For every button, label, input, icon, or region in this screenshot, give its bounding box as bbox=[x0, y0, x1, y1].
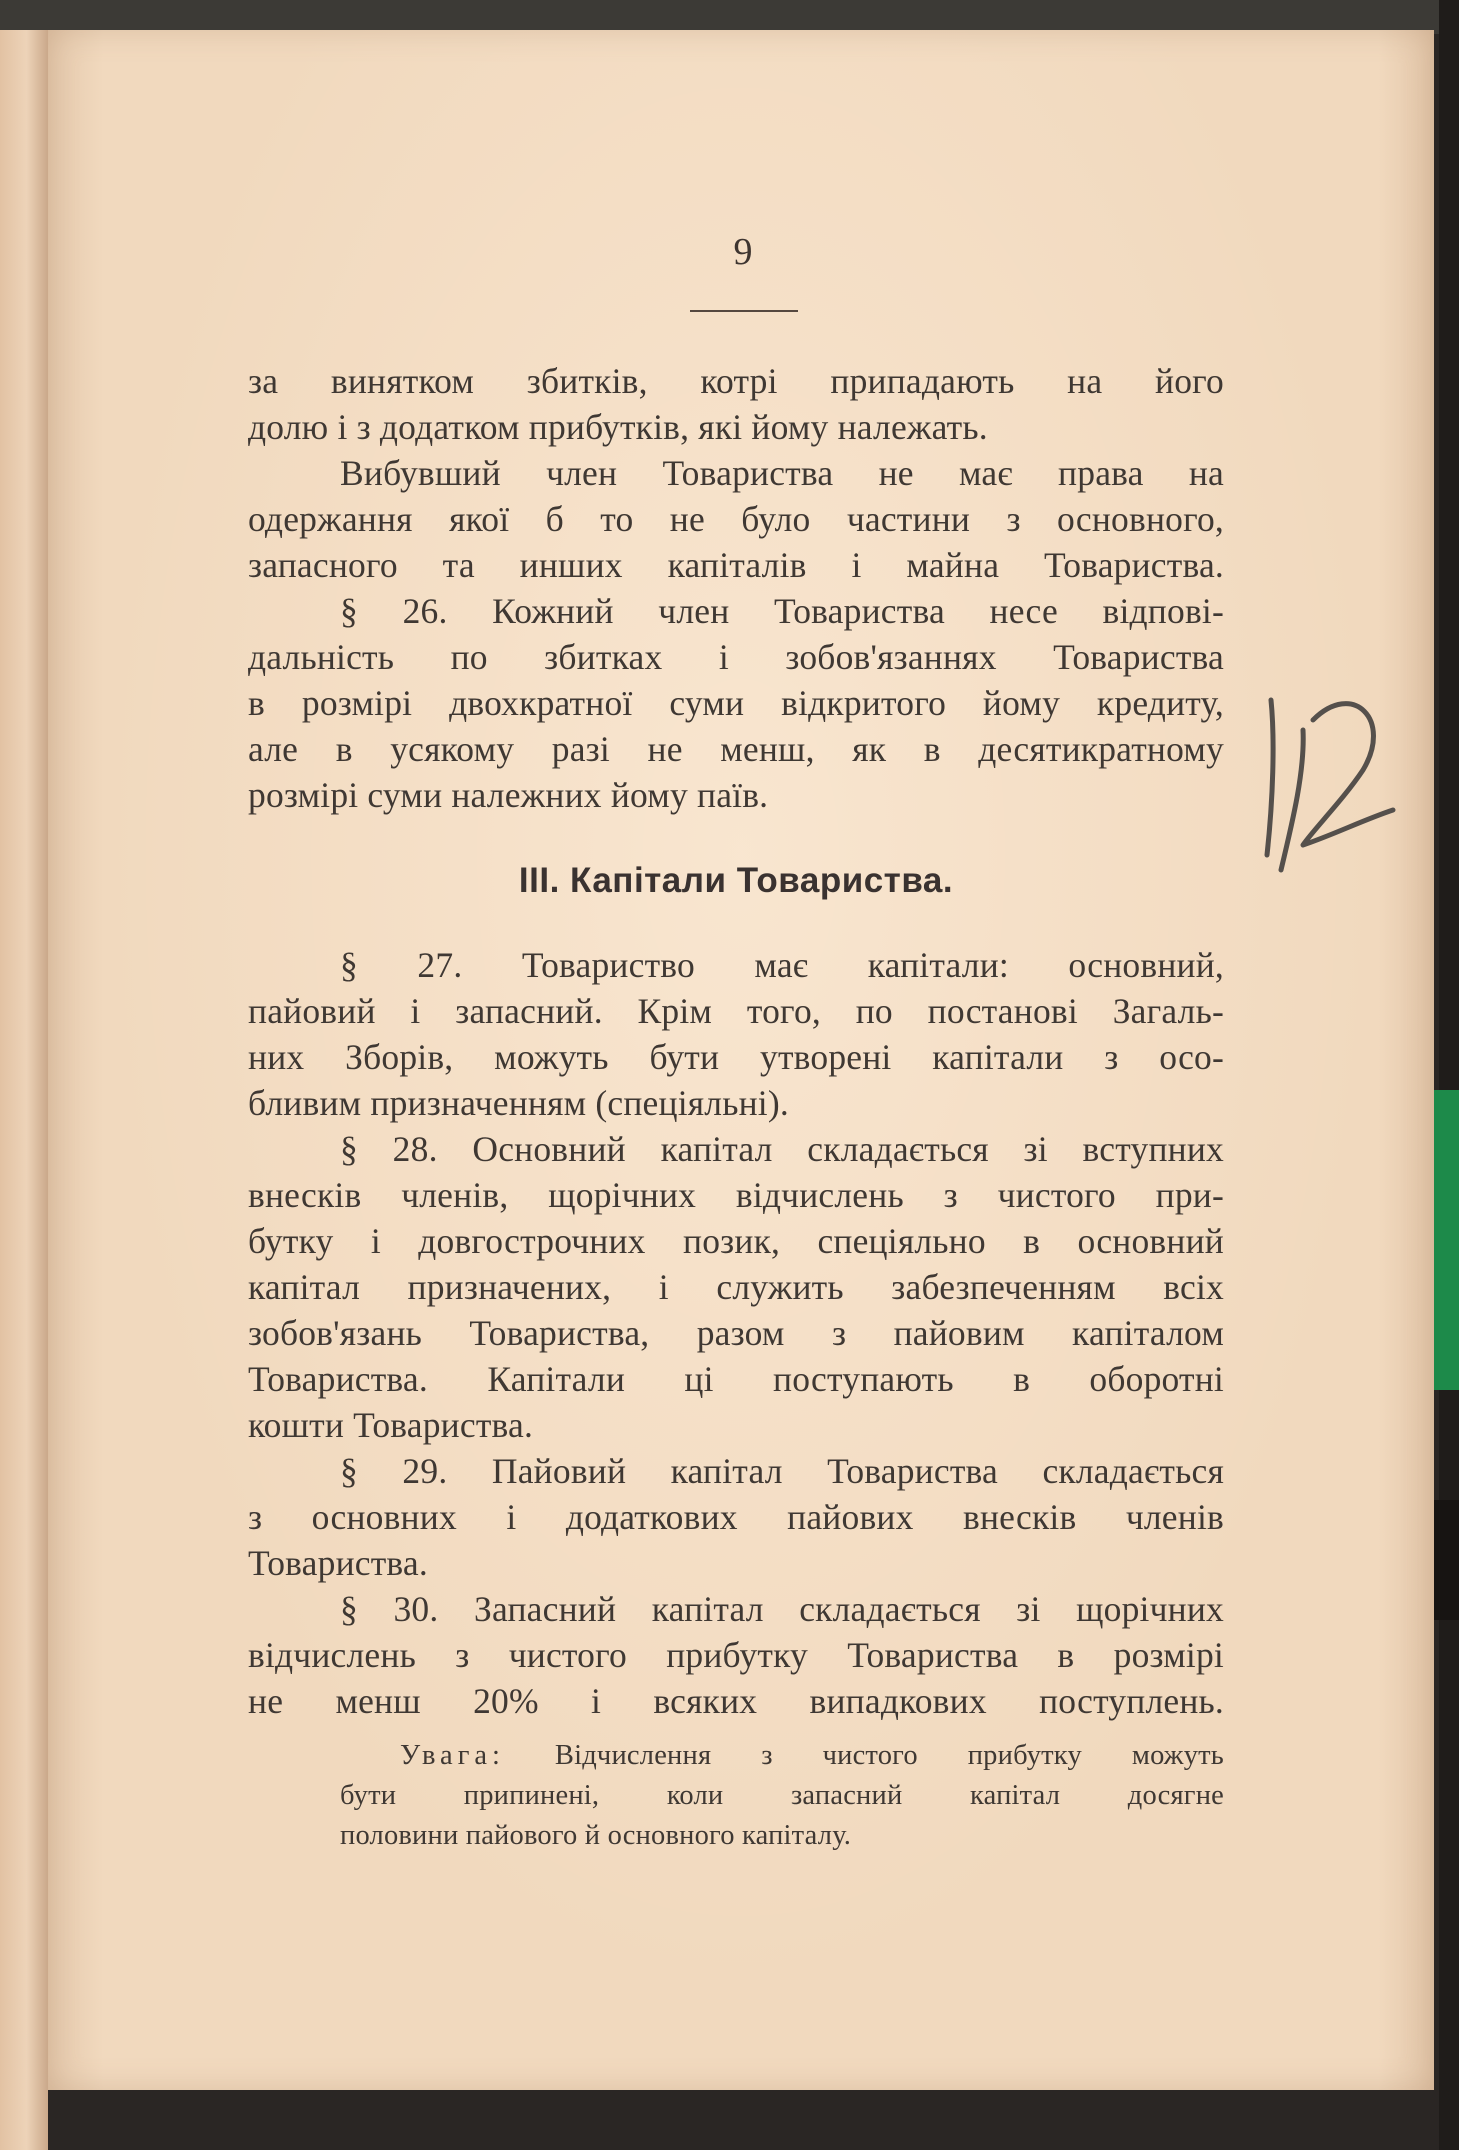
paragraph-section-26 bbox=[248, 588, 1224, 818]
text-line: § 29. Пайовий капітал Товариства складається bbox=[340, 1451, 1224, 1491]
document-page bbox=[48, 30, 1434, 2090]
page-number: 9 bbox=[733, 231, 753, 273]
note-line: половини пайового й основного капіталу. bbox=[340, 1820, 852, 1851]
text-line: зобов'язань Товариства, разом з пайовим капіталом bbox=[248, 1313, 1224, 1353]
scanner-background-top bbox=[0, 0, 1459, 34]
text-line: одержання якої б то не було частини з основного, bbox=[248, 499, 1224, 539]
text-line: бутку і довгострочних позик, спеціяльно в основний bbox=[248, 1221, 1224, 1261]
paragraph-section-27 bbox=[248, 942, 1224, 1126]
paragraph-section-28 bbox=[248, 1126, 1224, 1448]
paragraph-section-29 bbox=[248, 1448, 1224, 1586]
footnote bbox=[248, 1736, 1224, 1856]
text-line: § 30. Запасний капітал складається зі щорічних bbox=[340, 1589, 1224, 1629]
note-line bbox=[248, 1736, 1224, 1776]
text-line: не менш 20% і всяких випадкових поступлень. bbox=[248, 1681, 1224, 1721]
text-line: пайовий і запасний. Крім того, по постанові Загаль- bbox=[248, 991, 1224, 1031]
text-line: кошти Товариства. bbox=[248, 1405, 534, 1445]
text-line: капітал призначених, і служить забезпеченням всіх bbox=[248, 1267, 1224, 1307]
note-label: Увага: bbox=[400, 1740, 505, 1771]
note-line: бути припинені, коли запасний капітал досягне bbox=[340, 1780, 1224, 1811]
page-number-rule bbox=[690, 310, 798, 312]
text-line: § 28. Основний капітал складається зі вступних bbox=[340, 1129, 1224, 1169]
text-line: § 26. Кожний член Товариства несе відпові- bbox=[340, 591, 1224, 631]
text-line: § 27. Товариство має капітали: основний, bbox=[340, 945, 1224, 985]
handwritten-pencil-mark bbox=[1243, 660, 1403, 880]
text-line: внесків членів, щорічних відчислень з чистого при- bbox=[248, 1175, 1224, 1215]
text-line: з основних і додаткових пайових внесків членів bbox=[248, 1497, 1224, 1537]
text-line: долю і з додатком прибутків, які йому належать. bbox=[248, 407, 988, 447]
green-cover-edge bbox=[1432, 1090, 1459, 1390]
text-line: дальність по збитках і зобов'язаннях Товариства bbox=[248, 637, 1224, 677]
scanner-background-right bbox=[1439, 0, 1459, 2150]
scanner-shadow bbox=[1433, 1500, 1459, 1620]
text-line: Вибувший член Товариства не має права на bbox=[340, 453, 1224, 493]
text-line: бливим призначенням (спеціяльні). bbox=[248, 1083, 789, 1123]
text-line: але в усякому разі не менш, як в десятикратному bbox=[248, 729, 1224, 769]
text-line: запасного та инших капіталів і майна Товариства. bbox=[248, 545, 1224, 585]
paragraph-section-30 bbox=[248, 1586, 1224, 1724]
text-line: за винятком збитків, котрі припадають на його bbox=[248, 361, 1224, 401]
text-line: них Зборів, можуть бути утворені капітали з осо- bbox=[248, 1037, 1224, 1077]
text-line: в розмірі двохкратної суми відкритого йому кредиту, bbox=[248, 683, 1224, 723]
note-text: Відчислення з чистого прибутку можуть bbox=[554, 1740, 1225, 1771]
section-heading: III. Капітали Товариства. bbox=[518, 861, 954, 900]
text-line: розмірі суми належних йому паїв. bbox=[248, 775, 769, 815]
paragraph-continuation bbox=[248, 358, 1224, 450]
text-line: Товариства. bbox=[248, 1543, 428, 1583]
text-line: Товариства. Капітали ці поступають в оборотні bbox=[248, 1359, 1224, 1399]
text-line: відчислень з чистого прибутку Товариства в розмірі bbox=[248, 1635, 1224, 1675]
body-text bbox=[248, 358, 1224, 1856]
previous-page-edge bbox=[0, 30, 48, 2150]
paragraph-withdrawn-member bbox=[248, 450, 1224, 588]
